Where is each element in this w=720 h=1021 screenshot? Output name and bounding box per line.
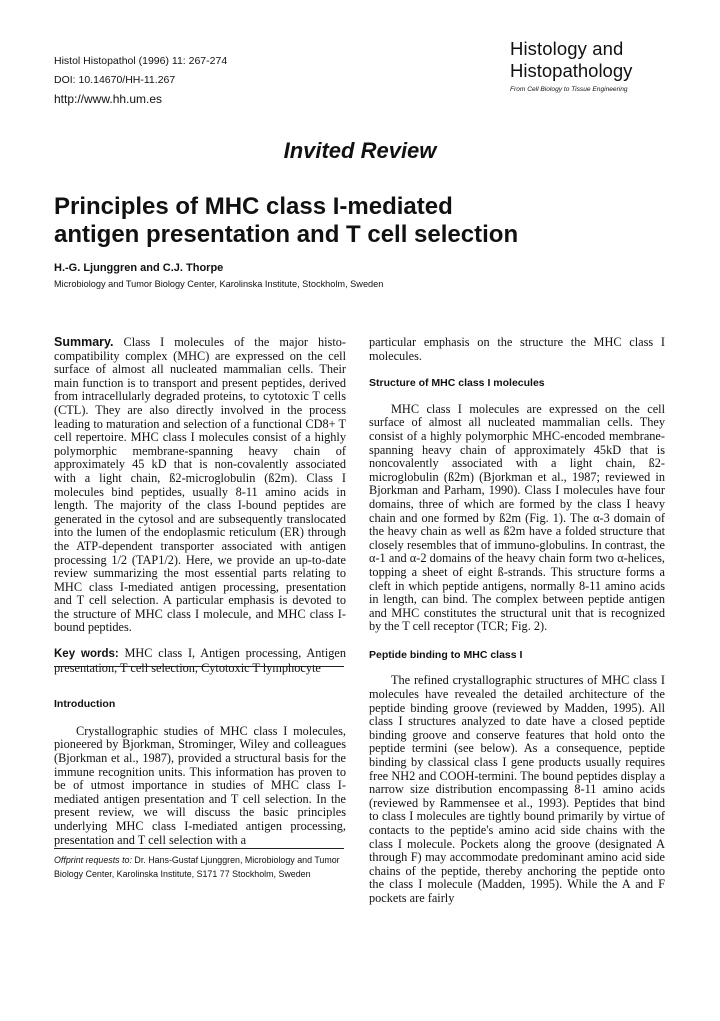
journal-title-line1: Histology and: [510, 38, 624, 59]
journal-subtitle: From Cell Biology to Tissue Engineering: [510, 86, 628, 93]
authors: H.-G. Ljunggren and C.J. Thorpe: [54, 262, 224, 274]
doi[interactable]: DOI: 10.14670/HH-11.267: [54, 74, 176, 86]
footnote: [54, 853, 350, 881]
peptide-heading: Peptide binding to MHC class I: [369, 648, 523, 661]
left-column: [54, 336, 346, 847]
title-line-2: antigen presentation and T cell selection: [54, 221, 519, 248]
keywords-label: Key words:: [54, 648, 119, 661]
introduction-text: Crystallographic studies of MHC class I molecules, pioneered by Bjorkman, Strominger, Wiley and colleagues (Bjorkman et al., 1987), provided a structural basis for the immune recognition units. This information has proven to be of utmost importance in studies of MHC class I-mediated antigen presentation and T cell selection. In the present review, we will discuss the basic principles underlying MHC class I-mediated antigen processing, presentation and T cell selection with a: [54, 723, 346, 847]
structure-text: MHC class I molecules are expressed on the cell surface of almost all nucleated mammalian cells. They consist of a highly polymorphic MHC-encoded membrane-spanning heavy chain of approximately 45kD that is noncovalently associated with a light chain, ß2-microglobulin (ß2m) (Bjorkman et al., 1987; reviewed in Bjorkman and Parham, 1990). Class I molecules have four domains, three of which are formed by the class I heavy chain and one formed by ß2m (Fig. 1). The α-3 domain of the heavy chain as well as ß2m have a folded structure that closely resembles that of immuno-globulins. In contrast, the α-1 and α-2 domains of the heavy chain form two α-helices, topping a sheet of eight ß-strands. This structure forms a cleft in which peptide antigens, normally 8-11 amino acids in length, can bind. The complex between peptide antigen and MHC constitutes the structural unit that is recognized by the T cell receptor (TCR; Fig. 2).: [369, 401, 665, 634]
right-column: [369, 336, 665, 906]
summary-text: Class I molecules of the major histo-compatibility complex (MHC) are expressed on the cell surface of almost all nucleated mammalian cells. Their main function is to transport and present peptides, derived from intracellularly degraded proteins, to cytotoxic T cells (CTL). They are also directly involved in the process leading to maturation and selection of a functional CD8+ T cell repertoire. MHC class I molecules consist of a highly polymorphic membrane-spanning heavy chain of approximately 45 kD that is non-covalently associated with a light chain, ß2-microglobulin (ß2m). Class I molecules bind peptides, usually 8-11 amino acids in length. The majority of the class I-bound peptides are generated in the cytosol and are subsequently translocated into the lumen of the endoplasmic reticulum (ER) through the ATP-dependent transporter associated with antigen processing 1/2 (TAP1/2). Here, we provide an up-to-date review summarizing the most essential parts relating to MHC class I-mediated antigen processing, presentation and T cell selection. A particular emphasis is devoted to the structure of MHC class I molecule, and MHC class I-bound peptides.: [54, 335, 346, 635]
summary-paragraph: [54, 336, 346, 635]
introduction-heading: Introduction: [54, 698, 116, 711]
footnote-text: Dr. Hans-Gustaf Ljunggren, Microbiology and Tumor Biology Center, Karolinska Institute, S171 77 Stockholm, Sweden: [54, 855, 340, 879]
footnote-divider: [54, 848, 344, 849]
article-type: Invited Review: [283, 138, 437, 163]
keywords-divider: [54, 666, 344, 667]
summary-label: Summary.: [54, 335, 114, 349]
title-line-1: Principles of MHC class I-mediated: [54, 193, 453, 220]
structure-heading: Structure of MHC class I molecules: [369, 377, 545, 390]
article-title: [54, 193, 674, 249]
footnote-lead: Offprint requests to:: [54, 855, 132, 865]
peptide-text: The refined crystallographic structures of MHC class I molecules have revealed the detailed architecture of the peptide binding groove (reviewed by Madden, 1995). All class I structures analyzed to date have a closed peptide binding groove and conserve features that hold onto the peptide termini (see below). As a consequence, peptide binding by classical class I gene products usually requires free NH2 and COOH-termini. The bound peptides display a narrow size distribution encompassing 8-11 amino acids (reviewed by Rammensee et al., 1993). Peptides that bind to class I molecules are tightly bound primarily by virtue of contacts to the peptide's amino acid side chains with the class I molecule. Pockets along the groove (designated A through F) may accommodate predominant amino acid side chains of the peptide, thereby anchoring the peptide onto the class I molecule (Madden, 1995). While the A and F pockets are fairly: [369, 673, 665, 905]
journal-url[interactable]: http://www.hh.um.es: [54, 92, 163, 106]
affiliation: Microbiology and Tumor Biology Center, Karolinska Institute, Stockholm, Sweden: [54, 279, 384, 289]
citation-block: [54, 52, 227, 109]
keywords-text: MHC class I, Antigen processing, Antigen presentation, T cell selection, Cytotoxic T lymphocyte: [54, 646, 346, 675]
journal-citation: Histol Histopathol (1996) 11: 267-274: [54, 55, 228, 67]
continuation-text: particular emphasis on the structure the MHC class I molecules.: [369, 335, 665, 363]
keywords-paragraph: [54, 647, 346, 675]
journal-masthead: [510, 38, 632, 93]
journal-title-line2: Histopathology: [510, 60, 633, 81]
